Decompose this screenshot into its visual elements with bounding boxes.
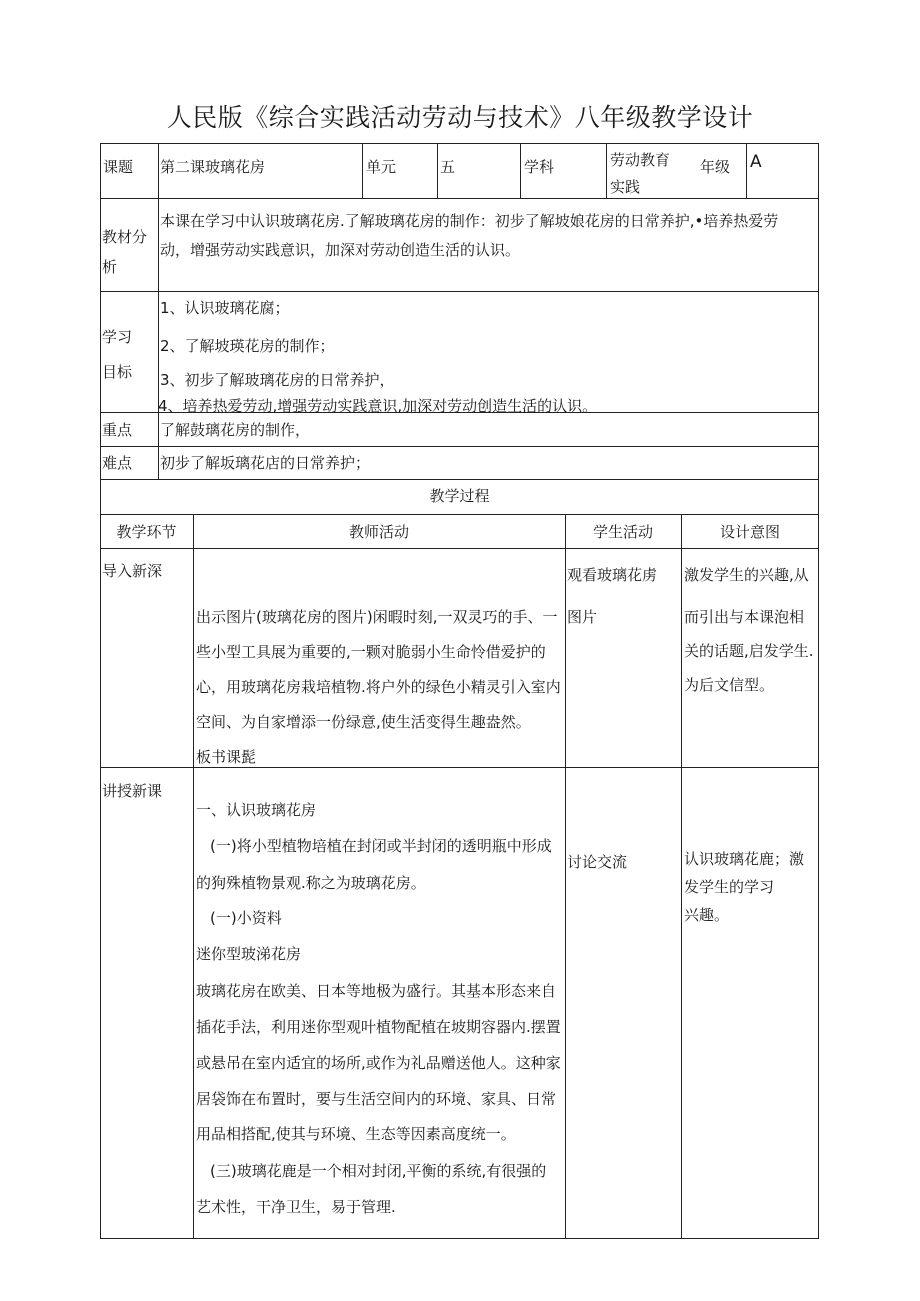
analysis-label-line2: 析: [102, 258, 118, 276]
design-intent-line: 为后文信型。: [684, 676, 775, 694]
teacher-activity-line: 插花手法，利用迷你型观叶植物配植在坡期容器内.摆置: [196, 1018, 561, 1036]
row-divider: [100, 446, 819, 447]
column-divider: [565, 514, 566, 1239]
objective-item-clipped: 4、培养热爱劳动,增强劳动实践意识,加深对劳动创造生活的认识。: [158, 397, 598, 415]
design-intent-line: 激发学生的兴趣,从: [684, 566, 809, 584]
objectives-label-line2: 目标: [102, 363, 133, 381]
teacher-activity-line: (一)小资料: [210, 909, 282, 927]
lesson-value: 第二课玻璃花房: [160, 158, 266, 176]
column-divider: [746, 143, 747, 199]
analysis-text-line: 动，增强劳动实践意识，加深对劳动创造生活的认识。: [160, 241, 521, 259]
column-header-teacher: 教师活动: [348, 523, 409, 541]
subject-value-line1: 劳动教育: [610, 151, 671, 169]
stage-new-lesson: 讲授新课: [102, 782, 163, 800]
analysis-label-line1: 教材分: [102, 228, 148, 246]
analysis-text-line: 本课在学习中认识玻璃花房.了解玻璃花房的制作：初步了解坡娘花房的日常养护,•培养热爱劳: [160, 212, 779, 230]
lesson-label: 课题: [103, 158, 134, 176]
row-divider: [100, 767, 819, 768]
column-divider: [606, 143, 607, 199]
objective-item: 1、认识玻璃花腐；: [160, 299, 290, 317]
column-divider: [362, 143, 363, 199]
column-divider: [437, 143, 438, 199]
objectives-label-line1: 学习: [102, 328, 133, 346]
teacher-activity-line: 心，用玻璃花房栽培植物.将户外的绿色小精灵引入室内: [196, 678, 561, 696]
teacher-activity-line: 出示图片(玻璃花房的图片)闲暇时刻,一双灵巧的手、一: [196, 608, 558, 626]
teacher-activity-line: 玻璃花房在欧美、日本等地极为盛行。其基本形态来自: [196, 982, 557, 1000]
subject-value-line2: 实践: [610, 178, 641, 196]
column-header-student: 学生活动: [592, 523, 653, 541]
process-heading: 教学过程: [429, 487, 490, 505]
teacher-activity-line: (一)将小型植物培植在封闭或半封闭的透明瓶中形成: [210, 837, 552, 855]
teacher-activity-line: 迷你型玻涕花房: [196, 945, 302, 963]
row-divider: [100, 479, 819, 480]
column-divider: [520, 143, 521, 199]
teacher-activity-line: 的狗殊植物景观.称之为玻璃花房。: [196, 874, 426, 892]
teacher-activity-line: 空间、为自家增添一份绿意,使生活变得生趣盎然。: [196, 713, 531, 731]
subject-label: 学科: [524, 158, 555, 176]
teacher-activity-line: 些小型工具展为重要的,一颗对脆弱小生命怜借爱护的: [196, 643, 546, 661]
design-intent-line: 而引出与本课泡相: [684, 608, 805, 626]
objective-item: 3、初步了解玻璃花房的日常养护，: [160, 371, 395, 389]
design-intent-line: 兴趣。: [684, 906, 730, 924]
unit-value: 五: [440, 158, 456, 176]
teacher-activity-line: 一、认识玻璃花房: [196, 801, 317, 819]
student-activity-line: 观看玻璃花虏: [567, 566, 658, 584]
teacher-activity-line: (三)玻璃花鹿是一个相对封闭,平衡的系统,有很强的: [210, 1162, 547, 1180]
document-title: 人民版《综合实践活动劳动与技术》八年级教学设计: [166, 103, 754, 132]
teacher-activity-line: 或悬吊在室内适宜的场所,或作为礼品赠送他人。这种家: [196, 1054, 561, 1072]
stage-intro: 导入新深: [102, 562, 163, 580]
row-divider: [100, 514, 819, 515]
design-intent-line: 关的话题,启发学生.: [684, 642, 814, 660]
difficulty-value: 初步了解坂璃花店的日常养护；: [160, 454, 371, 472]
design-intent-line: 认识玻璃花鹿；激: [684, 850, 805, 868]
column-divider: [681, 514, 682, 1239]
column-divider: [158, 143, 159, 480]
teacher-activity-line: 板书课髭: [196, 748, 257, 766]
column-header-stage: 教学环节: [116, 523, 177, 541]
teacher-activity-line: 居袋饰在布置时，要与生活空间内的环境、家具、日常: [196, 1090, 557, 1108]
key-point-label: 重点: [102, 421, 133, 439]
grade-value: A: [750, 152, 762, 172]
teacher-activity-line: 艺术性，干净卫生，易于管理.: [196, 1198, 396, 1216]
student-activity-line: 讨论交流: [567, 853, 628, 871]
row-divider: [100, 198, 819, 199]
student-activity-line: 图片: [567, 608, 598, 626]
row-divider: [100, 291, 819, 292]
row-divider: [100, 548, 819, 549]
unit-label: 单元: [366, 158, 397, 176]
difficulty-label: 难点: [102, 454, 133, 472]
design-intent-line: 发学生的学习: [684, 878, 775, 896]
column-divider: [193, 514, 194, 1239]
grade-label: 年级: [700, 158, 731, 176]
teacher-activity-line: 用品相搭配,使其与环境、生态等因素高度统一。: [196, 1125, 516, 1143]
key-point-value: 了解鼓璃花房的制作，: [160, 421, 311, 439]
column-header-intent: 设计意图: [719, 523, 780, 541]
objective-item: 2、了解坡瑛花房的制作；: [160, 337, 335, 355]
